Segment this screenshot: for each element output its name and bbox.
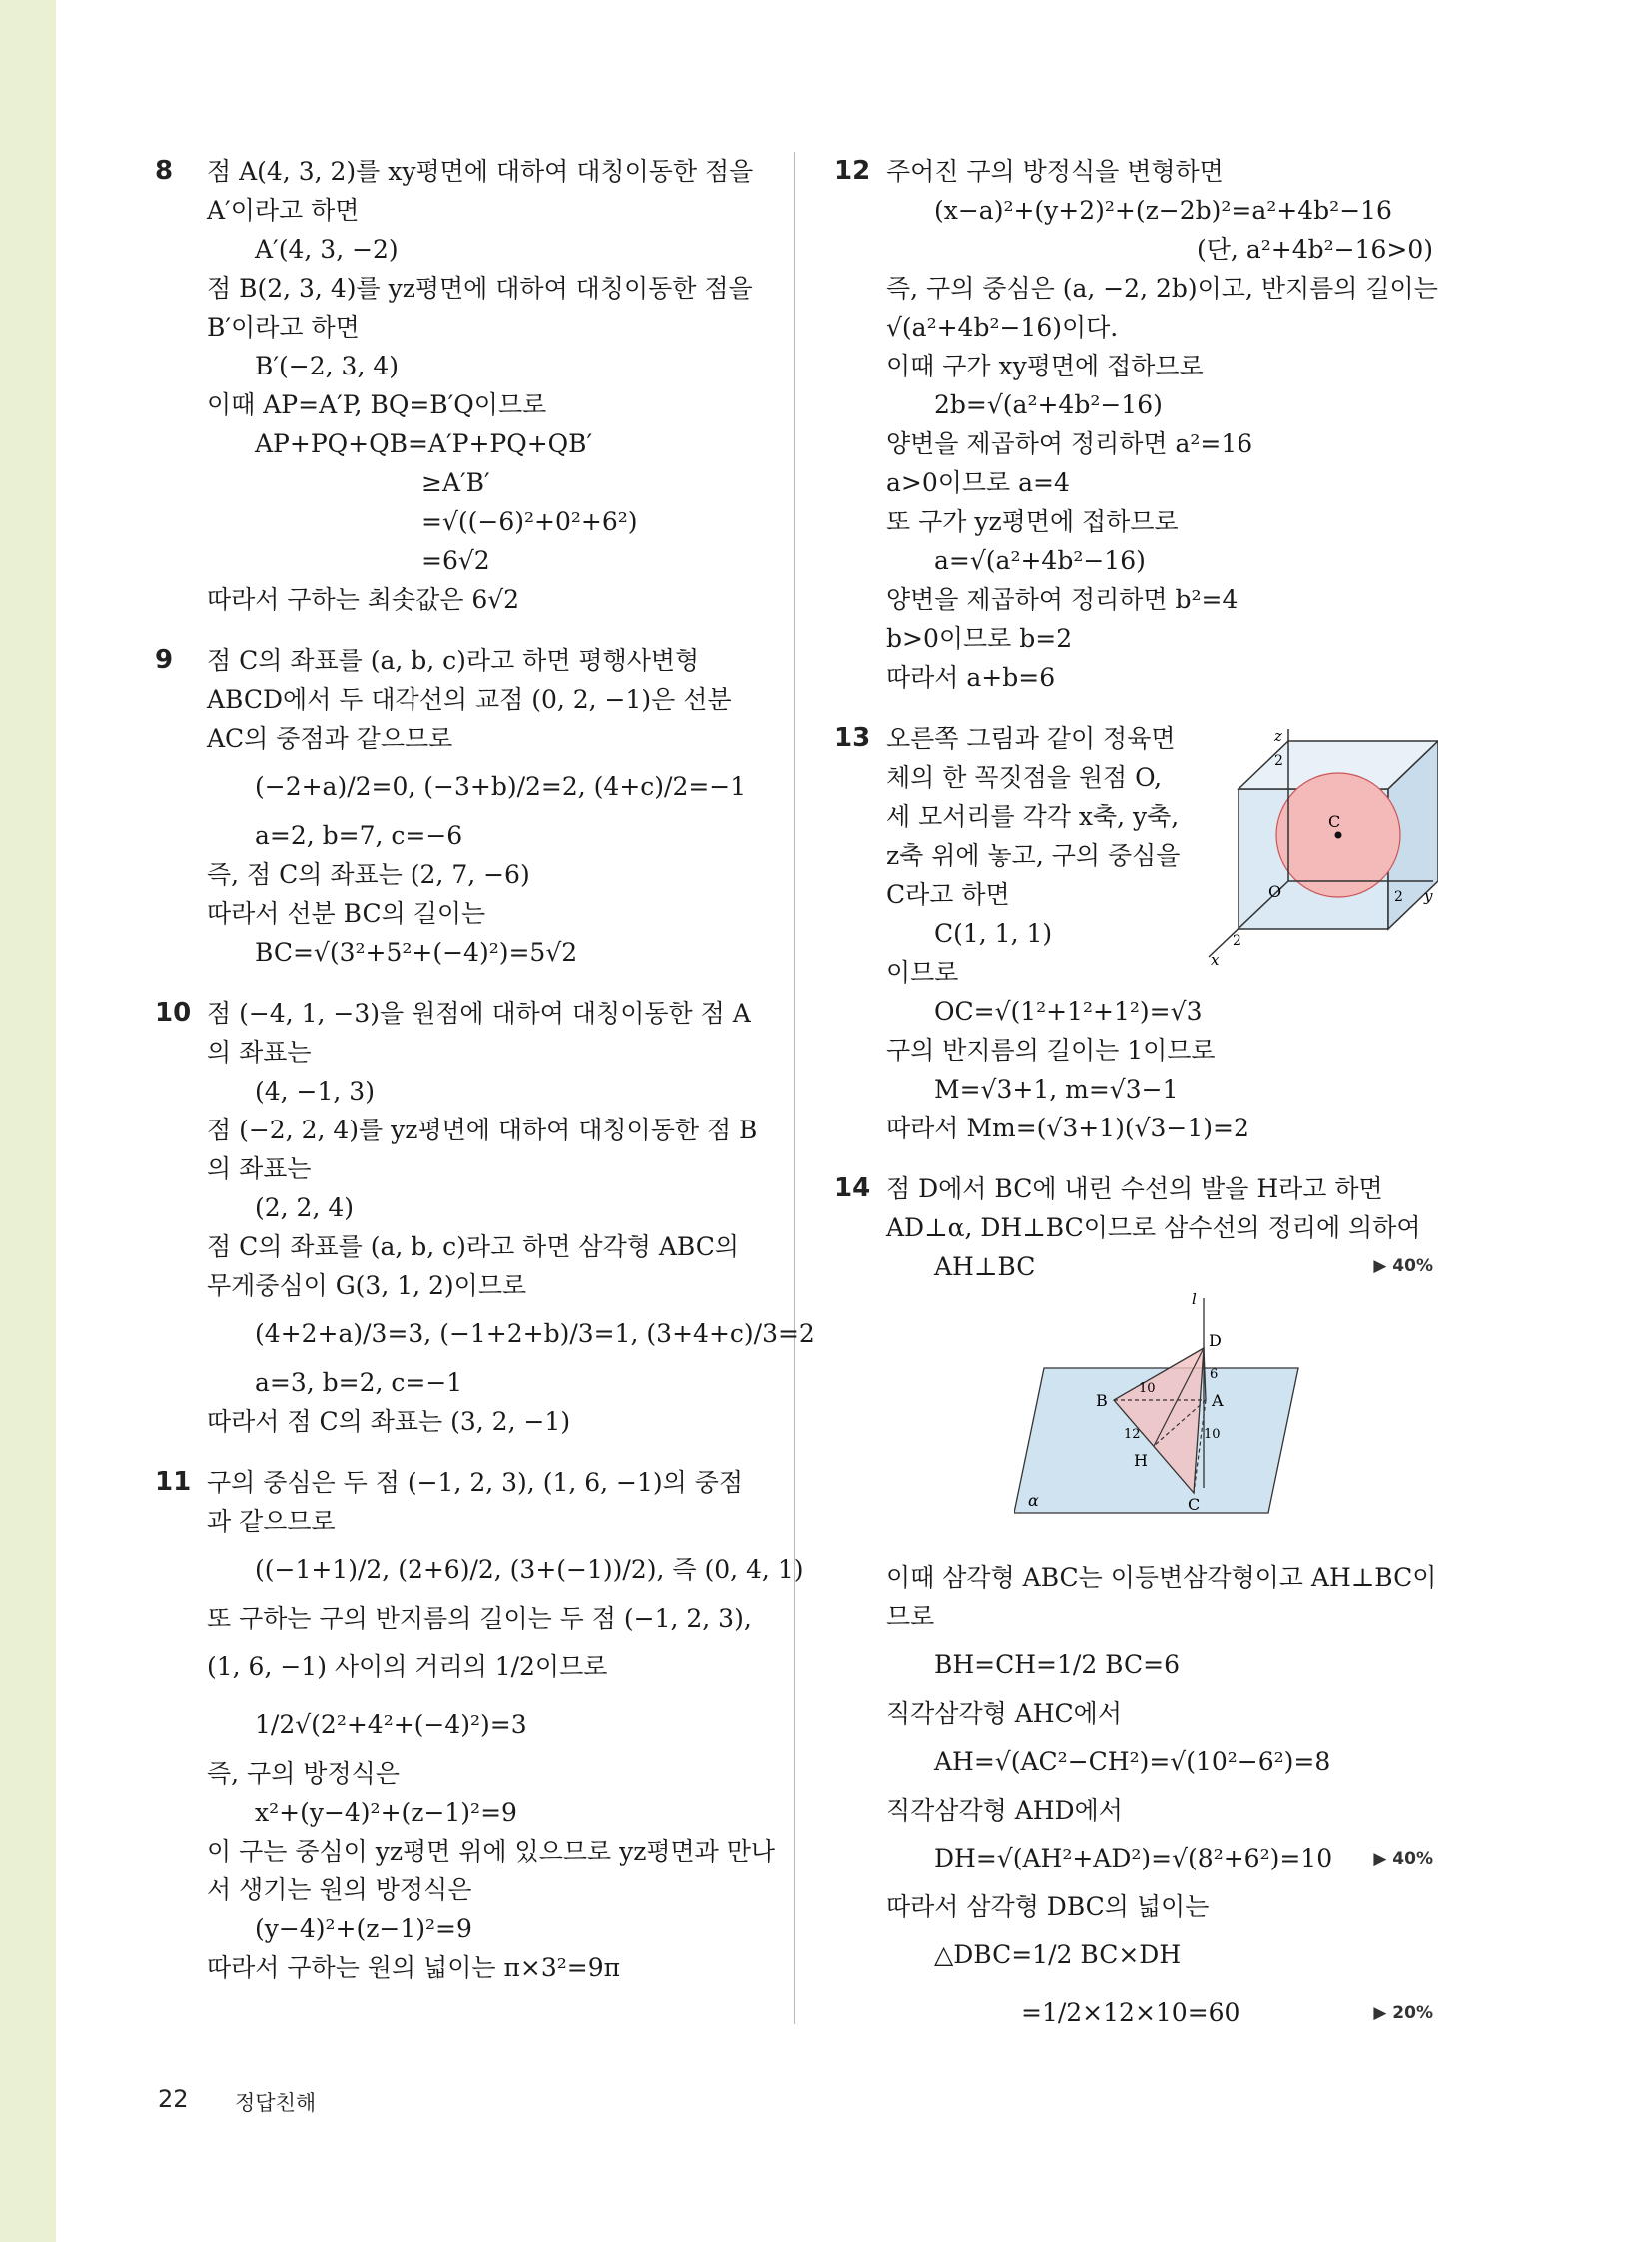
solution-line: a>0이므로 a=4 bbox=[886, 468, 1070, 497]
l-label: l bbox=[1192, 1290, 1197, 1308]
length-ac-label: 10 bbox=[1204, 1427, 1221, 1442]
solution-line: 의 좌표는 bbox=[207, 1154, 312, 1183]
z-tick-label: 2 bbox=[1274, 753, 1283, 769]
solution-line: 이때 AP=A′P, BQ=B′Q이므로 bbox=[207, 390, 547, 419]
solution-line: (4, −1, 3) bbox=[255, 1077, 375, 1106]
solution-line: 서 생기는 원의 방정식은 bbox=[207, 1875, 472, 1904]
solution-line: 양변을 제곱하여 정리하면 a²=16 bbox=[886, 429, 1253, 458]
solution-line: a=3, b=2, c=−1 bbox=[255, 1368, 463, 1397]
solution-line: A′(4, 3, −2) bbox=[255, 235, 399, 264]
solution-line: ABCD에서 두 대각선의 교점 (0, 2, −1)은 선분 bbox=[207, 685, 732, 714]
solution-line: 직각삼각형 AHC에서 bbox=[886, 1699, 1122, 1728]
solution-line bbox=[886, 1830, 1433, 1887]
length-bc-label: 12 bbox=[1124, 1427, 1141, 1442]
solution-line: 또 구하는 구의 반지름의 길이는 두 점 (−1, 2, 3), bbox=[207, 1604, 752, 1633]
solution-line: x²+(y−4)²+(z−1)²=9 bbox=[255, 1798, 517, 1827]
right-column bbox=[834, 152, 1438, 2064]
score-badge: ▶ 40% bbox=[1373, 1849, 1433, 1868]
solution-line: (x−a)²+(y+2)²+(z−2b)²=a²+4b²−16 bbox=[934, 196, 1392, 225]
solution-line: M=√3+1, m=√3−1 bbox=[934, 1075, 1179, 1104]
solution-line: 므로 bbox=[886, 1602, 935, 1631]
problem-12 bbox=[834, 152, 1438, 697]
problem-number: 9 bbox=[155, 645, 174, 675]
solution-line: 점 D에서 BC에 내린 수선의 발을 H라고 하면 bbox=[886, 1174, 1383, 1203]
problem-number: 11 bbox=[155, 1467, 192, 1497]
solution-line: (단, a²+4b²−16>0) bbox=[1197, 235, 1433, 264]
length-da-label: 6 bbox=[1210, 1367, 1219, 1382]
solution-line: (2, 2, 4) bbox=[255, 1193, 355, 1222]
problem-number: 14 bbox=[834, 1173, 871, 1203]
solution-line: B′(−2, 3, 4) bbox=[255, 352, 400, 380]
solution-line: 이 구는 중심이 yz평면 위에 있으므로 yz평면과 만나 bbox=[207, 1837, 776, 1866]
solution-line: ((−1+1)/2, (2+6)/2, (3+(−1))/2), 즉 (0, 4, 1) bbox=[255, 1555, 804, 1584]
solution-line: 따라서 점 C의 좌표는 (3, 2, −1) bbox=[207, 1407, 571, 1436]
a-label: A bbox=[1212, 1391, 1224, 1410]
length-ba-label: 10 bbox=[1139, 1381, 1156, 1396]
y-label: y bbox=[1424, 887, 1433, 905]
solution-line: 점 C의 좌표를 (a, b, c)라고 하면 평행사변형 bbox=[207, 646, 700, 675]
solution-line: 오른쪽 그림과 같이 정육면 bbox=[886, 724, 1176, 753]
solution-line: 따라서 구하는 원의 넓이는 π×3²=9π bbox=[207, 1953, 621, 1982]
problem-number: 8 bbox=[155, 156, 174, 186]
solution-line: B′이라고 하면 bbox=[207, 313, 360, 342]
solution-line: C라고 하면 bbox=[886, 880, 1010, 909]
solution-line: (−2+a)/2=0, (−3+b)/2=2, (4+c)/2=−1 bbox=[255, 772, 747, 801]
solution-line: C(1, 1, 1) bbox=[934, 919, 1053, 948]
solution-line: BC=√(3²+5²+(−4)²)=5√2 bbox=[255, 938, 578, 967]
solution-line: 의 좌표는 bbox=[207, 1038, 312, 1067]
solution-line bbox=[886, 1247, 1433, 1286]
solution-line: 점 (−4, 1, −3)을 원점에 대하여 대칭이동한 점 A bbox=[207, 999, 751, 1028]
alpha-label: α bbox=[1028, 1491, 1039, 1510]
solution-line: OC=√(1²+1²+1²)=√3 bbox=[934, 997, 1203, 1026]
solution-line: =6√2 bbox=[421, 546, 490, 575]
solution-text: =1/2×12×10=60 bbox=[1021, 1998, 1240, 2027]
solution-line: 1/2√(2²+4²+(−4)²)=3 bbox=[255, 1710, 527, 1739]
solution-line: 따라서 선분 BC의 길이는 bbox=[207, 899, 486, 928]
solution-line: AD⊥α, DH⊥BC이므로 삼수선의 정리에 의하여 bbox=[886, 1213, 1421, 1242]
cube-sphere-figure bbox=[1199, 729, 1438, 969]
solution-line: 점 C의 좌표를 (a, b, c)라고 하면 삼각형 ABC의 bbox=[207, 1232, 739, 1261]
left-column bbox=[155, 152, 815, 2009]
solution-line: 점 A(4, 3, 2)를 xy평면에 대하여 대칭이동한 점을 bbox=[207, 157, 754, 186]
solution-line: AP+PQ+QB=A′P+PQ+QB′ bbox=[255, 429, 593, 458]
solution-line: AC의 중점과 같으므로 bbox=[207, 724, 453, 753]
solution-line: =√((−6)²+0²+6²) bbox=[421, 507, 638, 536]
solution-line: AH=√(AC²−CH²)=√(10²−6²)=8 bbox=[934, 1747, 1331, 1776]
problem-10 bbox=[155, 994, 815, 1441]
d-label: D bbox=[1209, 1331, 1222, 1350]
column-divider bbox=[794, 152, 795, 2024]
solution-line: 주어진 구의 방정식을 변형하면 bbox=[886, 157, 1224, 186]
solution-line: 점 B(2, 3, 4)를 yz평면에 대하여 대칭이동한 점을 bbox=[207, 274, 753, 303]
solution-line: 또 구가 yz평면에 접하므로 bbox=[886, 507, 1179, 536]
solution-line: a=√(a²+4b²−16) bbox=[934, 546, 1146, 575]
solution-line: 즉, 구의 방정식은 bbox=[207, 1759, 400, 1788]
solution-line: 따라서 구하는 최솟값은 6√2 bbox=[207, 585, 520, 614]
solution-line: 무게중심이 G(3, 1, 2)이므로 bbox=[207, 1271, 527, 1300]
solution-line: z축 위에 놓고, 구의 중심을 bbox=[886, 841, 1181, 870]
solution-line bbox=[886, 1984, 1433, 2042]
solution-line: (1, 6, −1) 사이의 거리의 1/2이므로 bbox=[207, 1652, 608, 1681]
score-badge: ▶ 20% bbox=[1373, 2003, 1433, 2023]
problem-number: 10 bbox=[155, 998, 192, 1028]
solution-line: BH=CH=1/2 BC=6 bbox=[934, 1650, 1180, 1679]
problem-8 bbox=[155, 152, 759, 619]
solution-line: a=2, b=7, c=−6 bbox=[255, 821, 463, 850]
solution-line: 구의 중심은 두 점 (−1, 2, 3), (1, 6, −1)의 중점 bbox=[207, 1468, 744, 1497]
solution-line: (4+2+a)/3=3, (−1+2+b)/3=1, (3+4+c)/3=2 bbox=[255, 1319, 815, 1348]
side-bar bbox=[0, 0, 56, 2242]
solution-text: AH⊥BC bbox=[934, 1252, 1036, 1281]
solution-line: b>0이므로 b=2 bbox=[886, 624, 1073, 653]
solution-line: 따라서 a+b=6 bbox=[886, 663, 1056, 692]
solution-line: 점 (−2, 2, 4)를 yz평면에 대하여 대칭이동한 점 B bbox=[207, 1116, 758, 1144]
x-label: x bbox=[1211, 951, 1220, 969]
solution-line: 양변을 제곱하여 정리하면 b²=4 bbox=[886, 585, 1239, 614]
score-badge: ▶ 40% bbox=[1373, 1256, 1433, 1276]
solution-line: 직각삼각형 AHD에서 bbox=[886, 1796, 1123, 1825]
solution-line: 세 모서리를 각각 x축, y축, bbox=[886, 802, 1180, 831]
solution-line: (y−4)²+(z−1)²=9 bbox=[255, 1914, 472, 1943]
problem-9 bbox=[155, 641, 759, 972]
solution-line: 즉, 점 C의 좌표는 (2, 7, −6) bbox=[207, 860, 530, 889]
y-tick-label: 2 bbox=[1394, 889, 1403, 905]
solution-line: 이때 구가 xy평면에 접하므로 bbox=[886, 352, 1204, 380]
solution-line: √(a²+4b²−16)이다. bbox=[886, 313, 1119, 342]
problem-13-intro bbox=[886, 719, 1186, 953]
solution-line: 이때 삼각형 ABC는 이등변삼각형이고 AH⊥BC이 bbox=[886, 1563, 1437, 1592]
solution-line: 체의 한 꼭짓점을 원점 O, bbox=[886, 763, 1163, 792]
problem-number: 13 bbox=[834, 723, 871, 753]
solution-line: △DBC=1/2 BC×DH bbox=[934, 1940, 1182, 1969]
solution-line: A′이라고 하면 bbox=[207, 196, 360, 225]
problem-11 bbox=[155, 1463, 804, 1987]
solution-line: 이므로 bbox=[886, 958, 959, 987]
problem-number: 12 bbox=[834, 156, 871, 186]
h-label: H bbox=[1134, 1451, 1148, 1470]
tetrahedron-figure bbox=[1014, 1288, 1313, 1518]
solution-line: 구의 반지름의 길이는 1이므로 bbox=[886, 1036, 1216, 1065]
solution-line: 따라서 Mm=(√3+1)(√3−1)=2 bbox=[886, 1114, 1249, 1142]
solution-line: 즉, 구의 중심은 (a, −2, 2b)이고, 반지름의 길이는 bbox=[886, 274, 1438, 303]
c-label: C bbox=[1188, 1495, 1201, 1514]
center-point bbox=[1335, 832, 1342, 839]
solution-line: 따라서 삼각형 DBC의 넓이는 bbox=[886, 1892, 1210, 1921]
solution-text: DH=√(AH²+AD²)=√(8²+6²)=10 bbox=[934, 1844, 1333, 1872]
b-label: B bbox=[1096, 1391, 1108, 1410]
z-label: z bbox=[1274, 729, 1282, 745]
origin-label: O bbox=[1268, 882, 1282, 901]
x-tick-label: 2 bbox=[1233, 933, 1241, 949]
page-number: 22 bbox=[158, 2085, 189, 2113]
solution-line: 2b=√(a²+4b²−16) bbox=[934, 390, 1163, 419]
solution-line: ≥A′B′ bbox=[421, 468, 490, 497]
section-label: 정답친해 bbox=[235, 2091, 317, 2115]
solution-line: 과 같으므로 bbox=[207, 1507, 336, 1536]
center-label: C bbox=[1328, 812, 1341, 831]
